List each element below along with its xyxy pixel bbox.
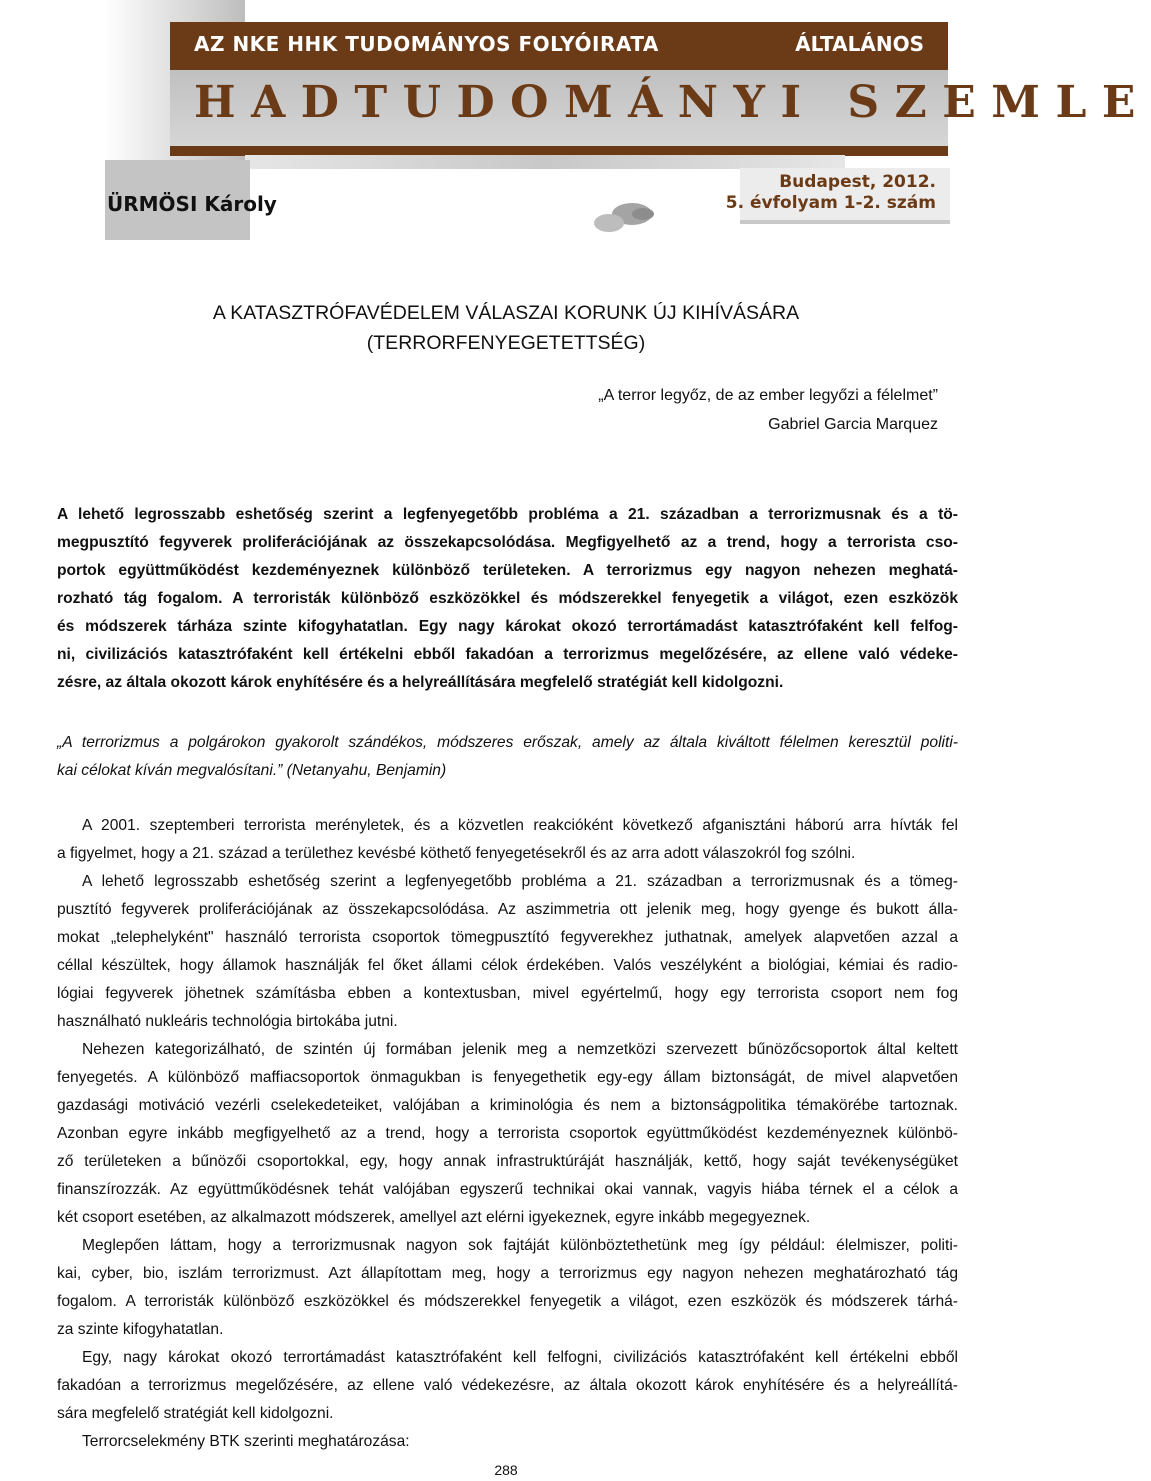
header-issue-box-shadow [740, 220, 950, 224]
abstract-line: és módszerek tárháza szinte kifogyhatatlan. Egy nagy károkat okozó terrortámadást katasztrófaként kell felfog- [57, 618, 958, 635]
journal-category-label: ÁLTALÁNOS [795, 32, 924, 56]
body-line: finanszírozzák. Az együttműködésnek tehát valójában egyszerű technikai okai vannak, vagyis hiába térnek el a célok a [57, 1181, 958, 1198]
body-line: céllal készültek, hogy államok használják fel őket állami célok érdekében. Valós veszélyként a biológiai, kémiai és radio- [57, 957, 958, 974]
body-line: Azonban egyre inkább megfigyelhető az a trend, hogy a terrorista csoportok együttműködést kezdeményeznek különbö- [57, 1125, 958, 1142]
journal-header [0, 0, 1151, 245]
abstract-line: A lehető legrosszabb eshetőség szerint a legfenyegetőbb probléma a 21. században a terrorizmusnak és a tö- [57, 506, 958, 523]
publication-place-year: Budapest, 2012. [779, 172, 936, 192]
motto-quote: „A terror legyőz, de az ember legyőzi a félelmet” [598, 387, 938, 404]
body-line: mokat „telephelyként" használó terrorista csoportok tömegpusztító fegyverekhez juthatnak, amelyek alapvetően azzal a [57, 929, 958, 946]
body-line: a figyelmet, hogy a 21. század a területhez kevésbé köthető fenyegetésekről és az arra adott válaszokról fog szólni. [57, 845, 856, 862]
body-line: A lehető legrosszabb eshetőség szerint a legfenyegetőbb probléma a 21. században a terrorizmusnak és a tömeg- [82, 873, 958, 890]
abstract-line: rozható tág fogalom. A terroristák különböző eszközökkel és módszerekkel fenyegetik a világot, ezen eszközök [57, 590, 958, 607]
body-line: Meglepően láttam, hogy a terrorizmusnak nagyon sok fajtáját különböztethetünk meg így például: élelmiszer, politi- [82, 1237, 958, 1254]
motto-author: Gabriel Garcia Marquez [768, 416, 938, 433]
header-blot-decoration [594, 214, 624, 232]
body-line: sára megfelelő stratégiát kell kidolgozni. [57, 1405, 334, 1422]
journal-series-label: AZ NKE HHK TUDOMÁNYOS FOLYÓIRATA [194, 32, 659, 56]
body-line: fogalom. A terroristák különböző eszközökkel és módszerekkel fenyegetik a világot, ezen eszközök és módszerek tárhá- [57, 1293, 958, 1310]
abstract-line: zésre, az általa okozott károk enyhítésére és a helyreállítására megfelelő stratégiát kell kidolgozni. [57, 674, 784, 691]
body-line: Egy, nagy károkat okozó terrortámadást katasztrófaként kell felfogni, civilizációs katasztrófaként kell értékelni ebből [82, 1349, 958, 1366]
article-title-line-1: A KATASZTRÓFAVÉDELEM VÁLASZAI KORUNK ÚJ KIHÍVÁSÁRA [212, 302, 800, 324]
body-line: ző területeken a bűnözői csoportokkal, egy, hogy annak infrastruktúráját használják, kettő, hogy saját tevékenységüket [57, 1153, 958, 1170]
definition-quote-line: kai célokat kíván megvalósítani.” (Netanyahu, Benjamin) [57, 762, 447, 779]
journal-title: HADTUDOMÁNYI SZEMLE [194, 77, 1151, 128]
body-line: Terrorcselekmény BTK szerinti meghatározása: [82, 1433, 410, 1450]
page-number: 288 [494, 1462, 518, 1478]
body-line: lógiai fegyverek jöhetnek számításba ebben a kontextusban, mivel egyértelmű, hogy egy terrorista csoport nem fog [57, 985, 958, 1002]
publication-issue: 5. évfolyam 1-2. szám [725, 193, 936, 213]
body-line: kai, cyber, bio, iszlám terrorizmust. Azt állapítottam meg, hogy a terrorizmus egy nagyon nehezen meghatározható tág [57, 1265, 958, 1282]
body-line: za szinte kifogyhatatlan. [57, 1321, 224, 1338]
body-line: gazdasági motiváció vezérli cselekedeteiket, valójában a kriminológia és nem a biztonságpolitika témakörébe tartoznak. [57, 1097, 958, 1114]
definition-quote-line: „A terrorizmus a polgárokon gyakorolt szándékos, módszeres erőszak, amely az általa kiváltott félelmen keresztül politi- [57, 734, 958, 751]
body-line: fakadóan a terrorizmus megelőzésére, az ellene való védekezésre, az általa okozott károk enyhítésére és a helyreállítá- [57, 1377, 958, 1394]
body-line: A 2001. szeptemberi terrorista merényletek, és a közvetlen reakcióként következő afganisztáni háború arra hívták fel [82, 817, 958, 834]
article-author: ÜRMÖSI Károly [107, 192, 277, 216]
header-band-decoration [245, 155, 845, 169]
abstract-line: megpusztító fegyverek proliferációjának az összekapcsolódása. Megfigyelhető az a trend, hogy a terrorista cso- [57, 534, 958, 551]
article-title-line-2: (TERRORFENYEGETETTSÉG) [366, 332, 646, 354]
body-line: fenyegetés. A különböző maffiacsoportok önmagukban is fenyegethetik egy-egy állam biztonságát, de mivel alapvetően [57, 1069, 958, 1086]
header-blot-decoration [632, 208, 654, 220]
abstract-line: portok együttműködést kezdeményeznek különböző területeken. A terrorizmus egy nagyon nehezen meghatá- [57, 562, 958, 579]
body-line: pusztító fegyverek proliferációjának az összekapcsolódása. Az aszimmetria ott jelenik meg, hogy gyenge és bukott álla- [57, 901, 958, 918]
body-line: két csoport esetében, az alkalmazott módszerek, amellyel azt elérni igyekeznek, egyre inkább megegyeznek. [57, 1209, 811, 1226]
body-line: használható nukleáris technológia birtokába jutni. [57, 1013, 398, 1030]
body-line: Nehezen kategorizálható, de szintén új formában jelenik meg a nemzetközi szervezett bűnözőcsoportok által keltett [82, 1041, 958, 1058]
abstract-line: ni, civilizációs katasztrófaként kell értékelni ebből fakadóan a terrorizmus megelőzésére, az ellene való védeke- [57, 646, 958, 663]
